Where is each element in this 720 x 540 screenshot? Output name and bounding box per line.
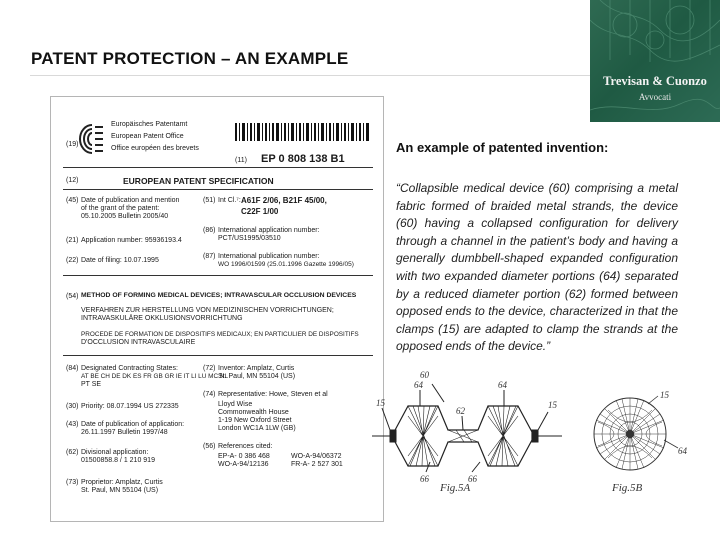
field-86-label: International application number: (218, 227, 320, 234)
office-name-en: European Patent Office (111, 133, 184, 140)
callout-66: 66 (468, 474, 477, 484)
title-fr-2: D'OCCLUSION INTRAVASCULAIRE (81, 339, 196, 346)
inid-code: (30) (66, 403, 79, 410)
title-divider (30, 75, 590, 76)
figure-5a-label: Fig.5A (440, 482, 471, 494)
field-62-value: 01500858.8 / 1 210 919 (81, 457, 155, 464)
callout-66: 66 (420, 474, 429, 484)
inid-code: (43) (66, 421, 79, 428)
field-74-value-4: London WC1A 1LW (GB) (218, 425, 296, 432)
office-name-de: Europäisches Patentamt (111, 121, 188, 128)
barcode-icon (235, 123, 371, 141)
spec-title: EUROPEAN PATENT SPECIFICATION (123, 176, 274, 186)
callout-15: 15 (660, 390, 669, 400)
inid-code: (11) (235, 157, 247, 164)
field-56-label: References cited: (218, 443, 273, 450)
field-62-label: Divisional application: (81, 449, 149, 456)
inid-code: (87) (203, 253, 216, 260)
figure-5a (368, 366, 566, 502)
inid-code: (51) (203, 197, 216, 204)
callout-15: 15 (548, 400, 557, 410)
logo-ornament (590, 0, 720, 122)
field-43-label: Date of publication of application: (81, 421, 185, 428)
field-72-value: St. Paul, MN 55104 (US) (218, 373, 296, 380)
field-51-label: Int Cl.⁷: (218, 197, 241, 204)
inid-code: (22) (66, 257, 79, 264)
field-56-value-4: FR-A- 2 527 301 (291, 461, 343, 468)
divider (63, 275, 373, 276)
inid-code: (86) (203, 227, 216, 234)
field-84-label: Designated Contracting States: (81, 365, 178, 372)
field-84-value-2: PT SE (81, 381, 102, 388)
field-43-value: 26.11.1997 Bulletin 1997/48 (81, 429, 168, 436)
callout-64: 64 (678, 446, 687, 456)
field-51-value-1: A61F 2/06, B21F 45/00, (241, 196, 327, 205)
patent-document (50, 96, 384, 522)
inid-code: (62) (66, 449, 79, 456)
inid-code: (21) (66, 237, 79, 244)
field-51-value-2: C22F 1/00 (241, 207, 279, 216)
field-22-label: Date of filing: 10.07.1995 (81, 257, 159, 264)
divider (63, 167, 373, 168)
figure-5b-label: Fig.5B (612, 482, 643, 494)
field-21-label: Application number: 95936193.4 (81, 237, 182, 244)
callout-62: 62 (456, 406, 465, 416)
field-45-label-2: of the grant of the patent: (81, 205, 160, 212)
field-87-label: International publication number: (218, 253, 320, 260)
epo-logo-icon (79, 121, 105, 157)
inid-code: (73) (66, 479, 79, 486)
firm-name: Trevisan & Cuonzo (603, 74, 707, 88)
callout-64: 64 (414, 380, 423, 390)
field-56-value-1: EP-A- 0 386 468 (218, 453, 270, 460)
title-de-1: VERFAHREN ZUR HERSTELLUNG VON MEDIZINISCHEN VORRICHTUNGEN; (81, 307, 334, 314)
inid-code: (74) (203, 391, 216, 398)
patent-number: EP 0 808 138 B1 (261, 153, 345, 165)
field-74-label: Representative: Howe, Steven et al (218, 391, 328, 398)
figure-5b (578, 390, 696, 502)
field-86-value: PCT/US1995/03510 (218, 235, 281, 242)
firm-subtitle: Avvocati (638, 92, 672, 102)
inid-code: (45) (66, 197, 79, 204)
callout-64: 64 (498, 380, 507, 390)
slide-title: PATENT PROTECTION – AN EXAMPLE (31, 49, 349, 68)
field-74-value-3: 1-19 New Oxford Street (218, 417, 292, 424)
field-73-label: Proprietor: Amplatz, Curtis (81, 479, 163, 486)
field-30-label: Priority: 08.07.1994 US 272335 (81, 403, 179, 410)
field-72-label: Inventor: Amplatz, Curtis (218, 365, 295, 372)
firm-logo (590, 0, 720, 122)
example-heading: An example of patented invention: (396, 140, 609, 155)
field-56-value-3: WO-A-94/06372 (291, 453, 342, 460)
divider (63, 189, 373, 190)
callout-60: 60 (420, 370, 429, 380)
field-45-label-1: Date of publication and mention (81, 197, 180, 204)
title-fr-1: PROCEDE DE FORMATION DE DISPOSITIFS MEDICAUX; EN PARTICULIER DE DISPOSITIFS (81, 331, 359, 338)
title-de-2: INTRAVASKULÄRE OKKLUSIONSVORRICHTUNG (81, 315, 243, 322)
title-en: METHOD OF FORMING MEDICAL DEVICES; INTRAVASCULAR OCCLUSION DEVICES (81, 292, 357, 299)
field-84-value-1: AT BE CH DE DK ES FR GB GR IE IT LI LU MC NL (81, 373, 229, 380)
field-74-value-2: Commonwealth House (218, 409, 289, 416)
field-74-value-1: Lloyd Wise (218, 401, 253, 408)
field-87-value: WO 1996/01599 (25.01.1996 Gazette 1996/05) (218, 261, 354, 268)
field-73-value: St. Paul, MN 55104 (US) (81, 487, 159, 494)
inid-code: (84) (66, 365, 79, 372)
inid-code: (19) (66, 141, 79, 148)
inid-code: (54) (66, 293, 79, 300)
callout-15: 15 (376, 398, 385, 408)
patent-claim-text: “Collapsible medical device (60) comprising a metal fabric formed of braided metal strands, the device (60) having a collapsed configuration for delivery through a channel in the patient’s body and having a generally dumbbell-shaped expanded configuration with two expanded diameter portions (64) separated by a reduced diameter portion (62) formed between opposed ends to the device, characterized in that the clamps (15) are adapted to clamp the strands at the opposed ends of the device.” (396, 181, 678, 354)
field-56-value-2: WO-A-94/12136 (218, 461, 269, 468)
field-45-value: 05.10.2005 Bulletin 2005/40 (81, 213, 169, 220)
inid-code: (12) (66, 177, 79, 184)
inid-code: (72) (203, 365, 216, 372)
divider (63, 355, 373, 356)
office-name-fr: Office européen des brevets (111, 145, 199, 152)
inid-code: (56) (203, 443, 216, 450)
